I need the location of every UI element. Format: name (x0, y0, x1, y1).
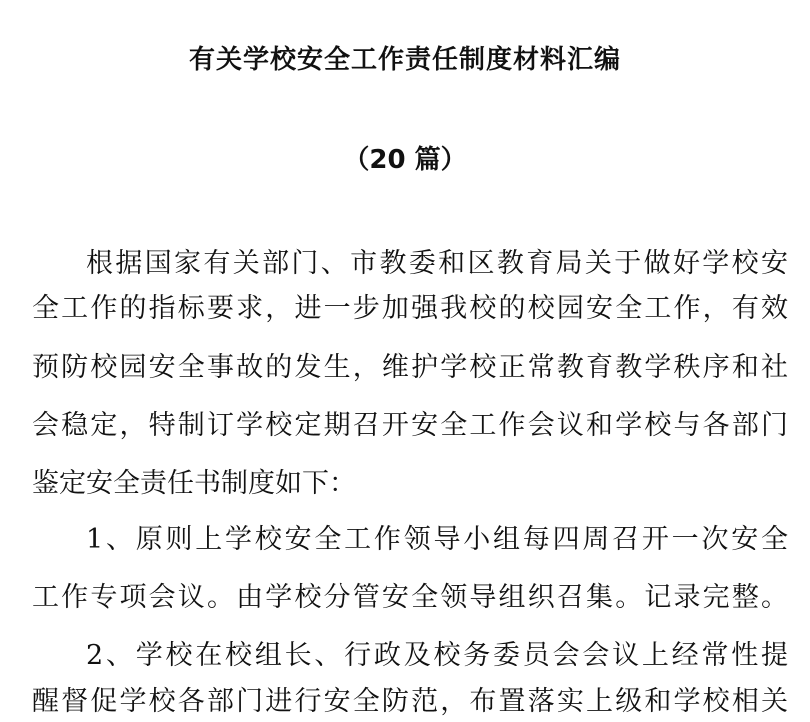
document-subtitle: （20 篇） (343, 145, 467, 175)
list-item-line: 醒督促学校各部门进行安全防范，布置落实上级和学校相关 (32, 686, 788, 717)
list-item-line: 工作专项会议。由学校分管安全领导组织召集。记录完整。 (32, 582, 788, 613)
paragraph-line: 鉴定安全责任书制度如下： (32, 468, 356, 499)
list-item-line: 2、学校在校组长、行政及校务委员会会议上经常性提 (86, 640, 788, 671)
paragraph-line: 根据国家有关部门、市教委和区教育局关于做好学校安 (86, 248, 788, 279)
document-title: 有关学校安全工作责任制度材料汇编 (188, 45, 621, 75)
paragraph-line: 全工作的指标要求，进一步加强我校的校园安全工作，有效 (32, 293, 788, 324)
paragraph-line: 预防校园安全事故的发生，维护学校正常教育教学秩序和社 (32, 352, 788, 383)
list-item-line: 1、原则上学校安全工作领导小组每四周召开一次安全 (86, 524, 788, 555)
paragraph-line: 会稳定，特制订学校定期召开安全工作会议和学校与各部门 (32, 410, 788, 441)
